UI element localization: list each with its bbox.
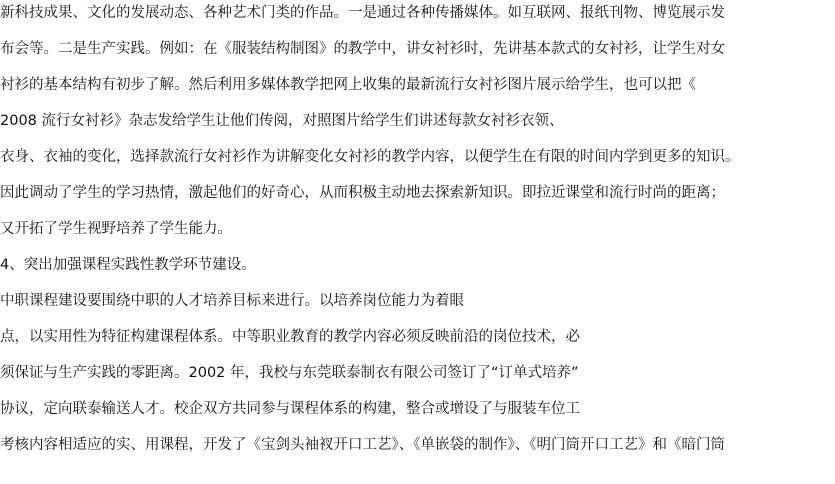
- text-line: 中职课程建设要围绕中职的人才培养目标来进行。以培养岗位能力为着眼: [0, 293, 464, 309]
- section-heading: 4、突出加强课程实践性教学环节建设。: [0, 257, 256, 273]
- text-line: 考核内容相适应的实、用课程，开发了《宝剑头袖衩开口工艺》、《单嵌袋的制作》、《明门筒开口工艺》和《暗门筒: [0, 437, 725, 453]
- text-line: 新科技成果、文化的发展动态、各种艺术门类的作品。一是通过各种传播媒体。如互联网、报纸刊物、博览展示发: [0, 5, 725, 21]
- text-line: 又开拓了学生视野培养了学生能力。: [0, 221, 232, 237]
- text-line: 2008 流行女衬衫》杂志发给学生让他们传阅，对照图片给学生们讲述每款女衬衫衣领、: [0, 113, 564, 129]
- text-line: 衣身、衣袖的变化，选择款流行女衬衫作为讲解变化女衬衫的教学内容，以便学生在有限的时间内学到更多的知识。: [0, 149, 740, 165]
- text-line: 布会等。二是生产实践。例如：在《服装结构制图》的教学中，讲女衬衫时，先讲基本款式的女衬衫，让学生对女: [0, 41, 725, 57]
- text-line: 协议，定向联泰输送人才。校企双方共同参与课程体系的构建，整合或增设了与服装车位工: [0, 401, 580, 417]
- text-line: 衬衫的基本结构有初步了解。然后利用多媒体教学把网上收集的最新流行女衬衫图片展示给学生，也可以把《: [0, 77, 696, 93]
- text-line: 因此调动了学生的学习热情，激起他们的好奇心，从而积极主动地去探索新知识。即拉近课堂和流行时尚的距离；: [0, 185, 725, 201]
- text-line: 须保证与生产实践的零距离。2002 年，我校与东莞联泰制衣有限公司签订了“订单式培养”: [0, 365, 579, 381]
- text-line: 点，以实用性为特征构建课程体系。中等职业教育的教学内容必须反映前沿的岗位技术，必: [0, 329, 580, 345]
